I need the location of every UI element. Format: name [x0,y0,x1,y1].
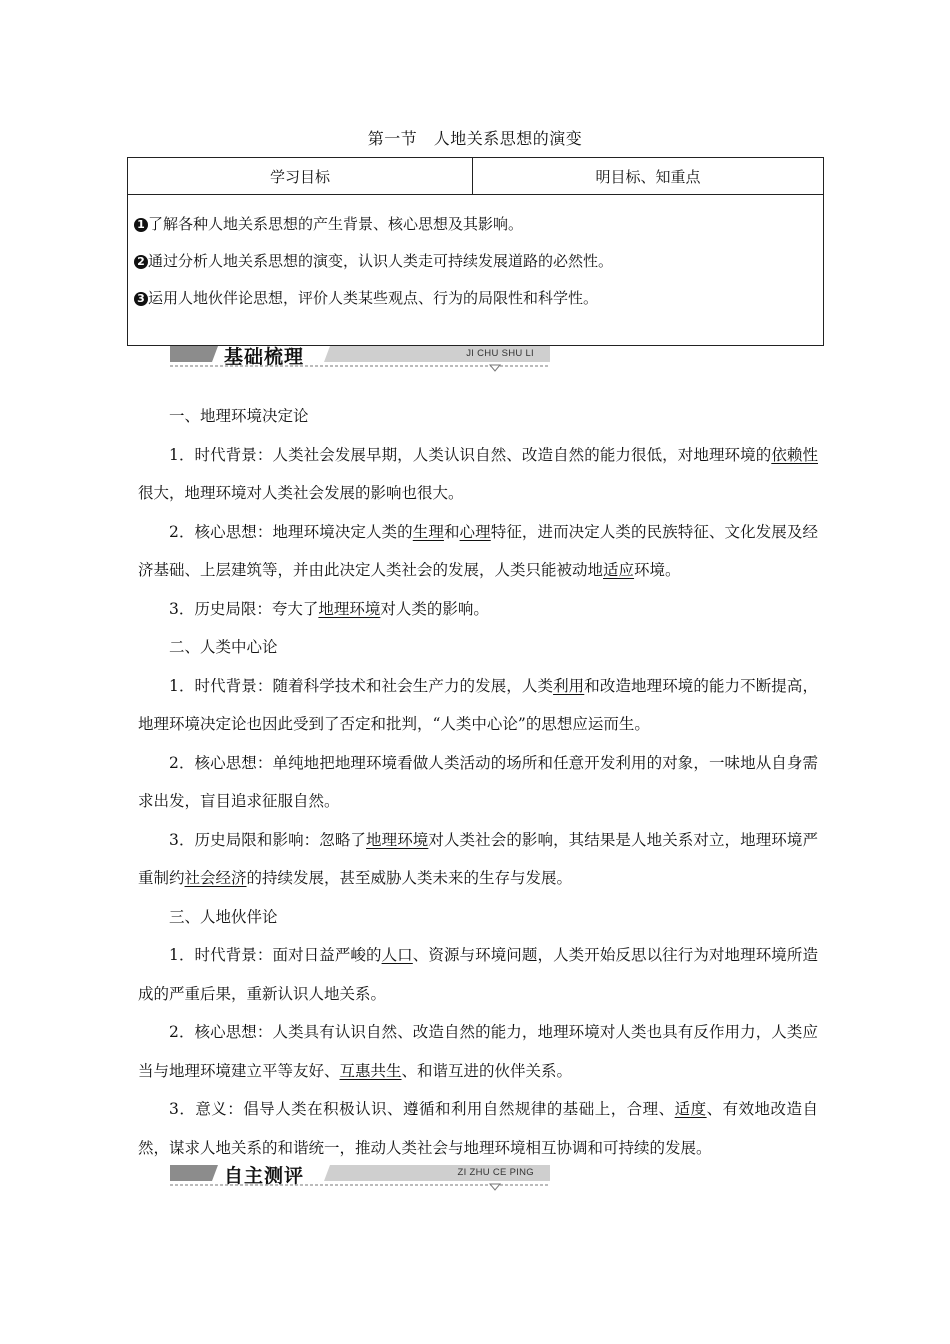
section-heading: 三、人地伙伴论 [169,907,278,926]
paragraph: 2．核心思想：单纯地把地理环境看做人类活动的场所和任意开发利用的对象，一味地从自身需求出发，盲目追求征服自然。 [138,753,818,810]
answer-blank: 依赖性 [771,445,818,464]
paragraph: 2．核心思想：人类具有认识自然、改造自然的能力，地理环境对人类也具有反作用力，人类应当与地理环境建立平等友好、互惠共生、和谐互进的伙伴关系。 [138,1023,818,1080]
banner-pinyin: ZI ZHU CE PING [457,1167,534,1178]
main-content [138,397,818,1167]
goals-header-left: 学习目标 [128,158,473,195]
goals-header-right: 明目标、知重点 [473,158,824,195]
circled-number-icon: 2 [134,255,148,269]
answer-blank: 人口 [381,946,413,964]
answer-blank: 生理 [412,522,444,541]
paragraph: 1．时代背景：随着科学技术和社会生产力的发展，人类利用和改造地理环境的能力不断提高，地理环境决定论也因此受到了否定和批判，“人类中心论”的思想应运而生。 [138,676,818,733]
banner-title: 基础梳理 [224,346,305,368]
goal-item [134,280,815,317]
section-banner-basics [170,342,550,368]
answer-blank: 适应 [603,561,635,579]
paragraph: 3．历史局限：夸大了地理环境对人类的影响。 [169,599,489,618]
paragraph: 3．意义：倡导人类在积极认识、遵循和利用自然规律的基础上，合理、适度、有效地改造自然，谋求人地关系的和谐统一，推动人类社会与地理环境相互协调和可持续的发展。 [138,1100,818,1157]
goal-text: 了解各种人地关系思想的产生背景、核心思想及其影响。 [148,215,524,233]
goals-list [128,195,824,346]
answer-blank: 地理环境 [318,599,381,618]
answer-blank: 地理环境 [366,830,429,849]
goal-item [134,243,815,280]
page-title: 第一节 人地关系思想的演变 [367,129,583,148]
learning-goals-table [127,157,824,346]
section-heading: 二、人类中心论 [169,638,278,656]
answer-blank: 心理 [459,522,491,541]
circled-number-icon: 3 [134,292,148,306]
answer-blank: 利用 [553,676,585,695]
section-banner-self-test [170,1161,550,1187]
goal-item [134,206,815,243]
banner-pinyin: JI CHU SHU LI [466,348,534,359]
banner-title: 自主测评 [224,1165,305,1187]
goal-text: 通过分析人地关系思想的演变，认识人类走可持续发展道路的必然性。 [148,252,614,270]
paragraph: 3．历史局限和影响：忽略了地理环境对人类社会的影响，其结果是人地关系对立，地理环境严重制约社会经济的持续发展，甚至威胁人类未来的生存与发展。 [138,830,818,887]
answer-blank: 互惠共生 [339,1061,402,1080]
answer-blank: 社会经济 [184,869,247,887]
paragraph: 1．时代背景：面对日益严峻的人口、资源与环境问题，人类开始反思以往行为对地理环境所造成的严重后果，重新认识人地关系。 [138,946,818,1003]
circled-number-icon: 1 [134,218,148,232]
paragraph: 2．核心思想：地理环境决定人类的生理和心理特征，进而决定人类的民族特征、文化发展及经济基础、上层建筑等，并由此决定人类社会的发展，人类只能被动地适应环境。 [138,522,818,579]
paragraph: 1．时代背景：人类社会发展早期，人类认识自然、改造自然的能力很低，对地理环境的依赖性很大，地理环境对人类社会发展的影响也很大。 [138,445,818,502]
answer-blank: 适度 [674,1100,707,1118]
section-heading: 一、地理环境决定论 [169,407,309,425]
goal-text: 运用人地伙伴论思想，评价人类某些观点、行为的局限性和科学性。 [148,289,599,307]
